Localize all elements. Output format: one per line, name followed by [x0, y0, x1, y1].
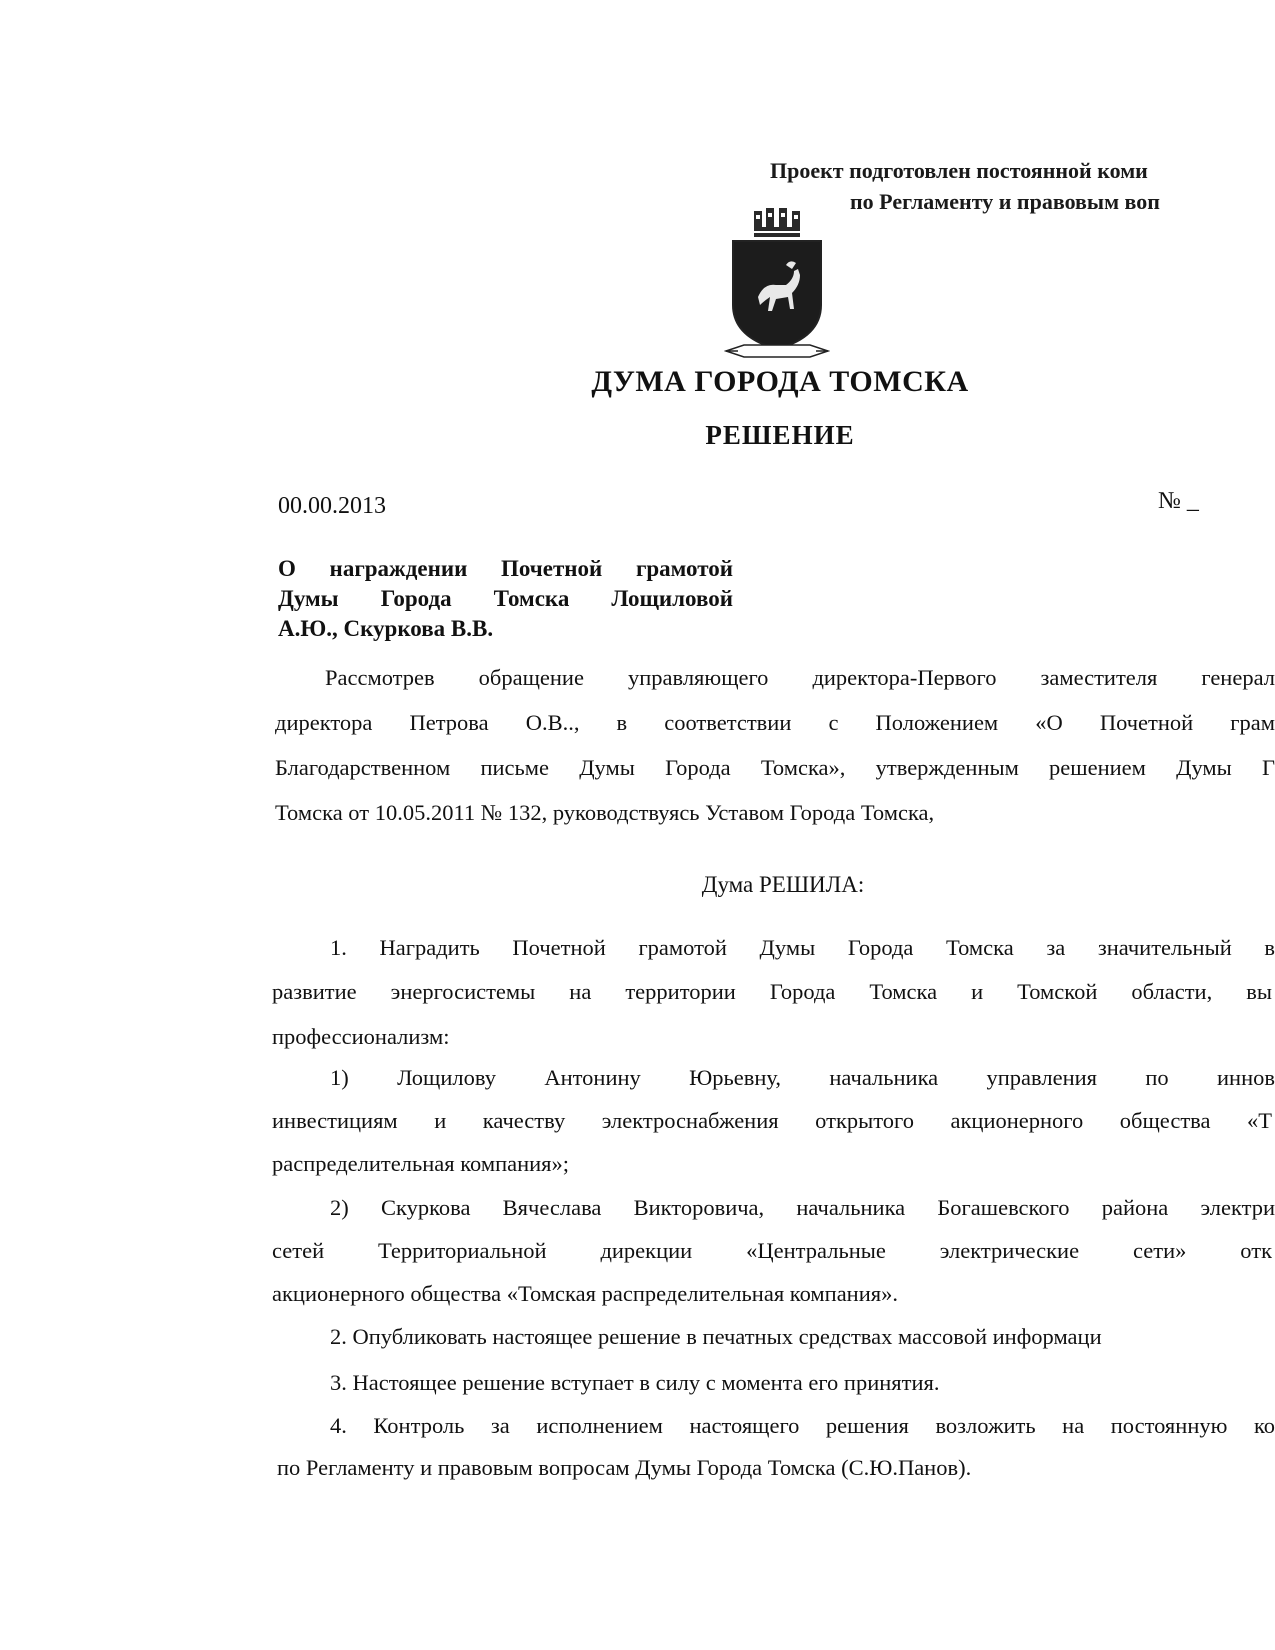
item-1-line-3: профессионализм:	[272, 1024, 450, 1049]
subject-line-3: А.Ю., Скуркова В.В.	[278, 616, 494, 641]
crown-icon	[754, 208, 800, 237]
subject-block	[278, 554, 733, 644]
item-3: 3. Настоящее решение вступает в силу с момента его принятия.	[330, 1370, 940, 1395]
document-number: № _	[1158, 488, 1199, 514]
project-header-note	[770, 155, 1275, 217]
item-4-line-1: 4. Контроль за исполнением настоящего решения возложить на постоянную ко	[330, 1413, 1275, 1438]
item-1-2-line-3: акционерного общества «Томская распределительная компания».	[272, 1281, 898, 1306]
item-2: 2. Опубликовать настоящее решение в печатных средствах массовой информаци	[330, 1324, 1102, 1349]
subject-line-1: О награждении Почетной грамотой	[278, 556, 733, 581]
item-1-2-line-2: сетей Территориальной дирекции «Центральные электрические сети» отк	[272, 1238, 1272, 1263]
item-1-line-1: 1. Наградить Почетной грамотой Думы Города Томска за значительный в	[330, 935, 1275, 960]
header-note-line-2: по Регламенту и правовым воп	[850, 189, 1160, 214]
preamble-line-4: Томска от 10.05.2011 № 132, руководствуясь Уставом Города Томска,	[275, 800, 935, 825]
item-1-2-line-1: 2) Скуркова Вячеслава Викторовича, начальника Богашевского района электри	[330, 1195, 1275, 1220]
page-title: ДУМА ГОРОДА ТОМСКА	[591, 365, 969, 398]
subject-line-2: Думы Города Томска Лощиловой	[278, 586, 733, 611]
decision-heading: Дума РЕШИЛА:	[701, 872, 865, 897]
header-note-line-1: Проект подготовлен постоянной коми	[770, 158, 1148, 183]
preamble-line-3: Благодарственном письме Думы Города Томска», утвержденным решением Думы Г	[275, 755, 1275, 780]
coat-of-arms-emblem	[724, 205, 830, 367]
item-1-1-line-2: инвестициям и качеству электроснабжения открытого акционерного общества «Т	[272, 1108, 1272, 1133]
item-1-line-2: развитие энергосистемы на территории Города Томска и Томской области, вы	[272, 979, 1272, 1004]
item-1-1-line-3: распределительная компания»;	[272, 1151, 570, 1176]
document-type-heading: РЕШЕНИЕ	[705, 420, 855, 450]
item-4-line-2: по Регламенту и правовым вопросам Думы Города Томска (С.Ю.Панов).	[277, 1455, 972, 1480]
document-date: 00.00.2013	[278, 493, 386, 519]
item-1-1-line-1: 1) Лощилову Антонину Юрьевну, начальника управления по иннов	[330, 1065, 1275, 1090]
preamble-line-2: директора Петрова О.В.., в соответствии с Положением «О Почетной грам	[275, 710, 1275, 735]
ribbon-icon	[726, 345, 828, 357]
preamble-line-1: Рассмотрев обращение управляющего директора-Первого заместителя генерал	[325, 665, 1275, 690]
